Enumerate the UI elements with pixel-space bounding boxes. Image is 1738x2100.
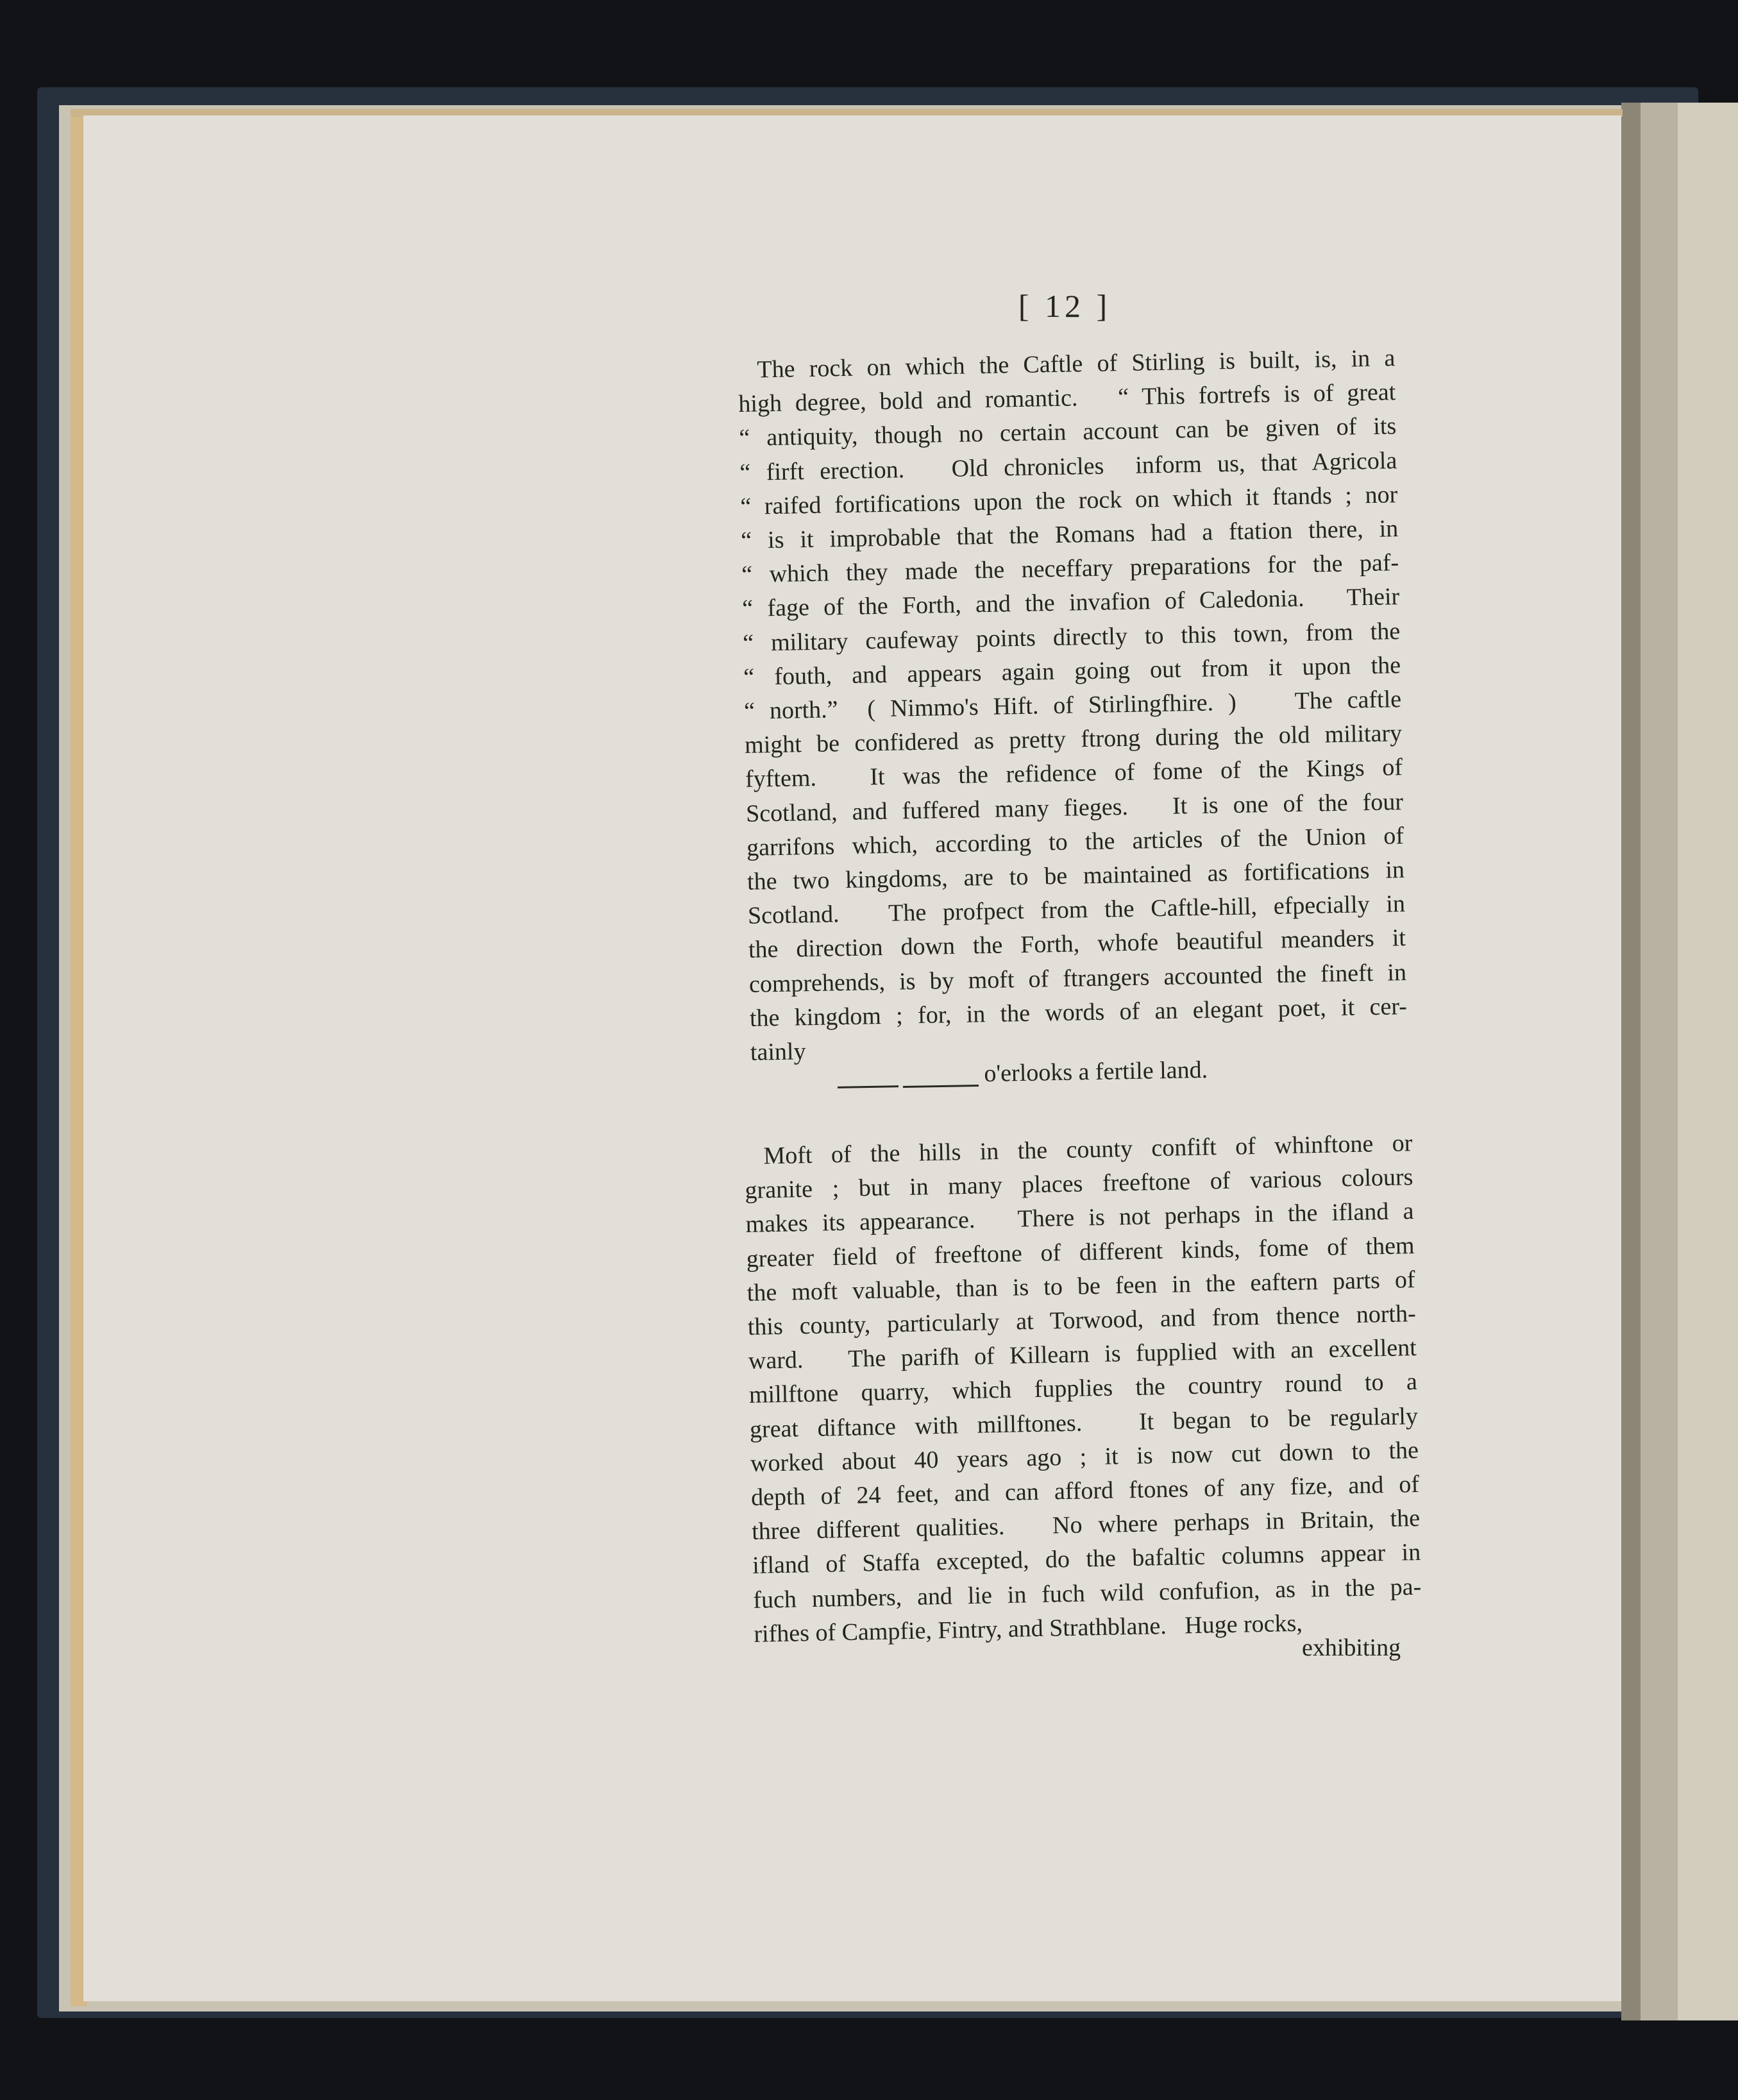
catchword: exhibiting	[1302, 1634, 1401, 1661]
text-line: worked about 40 years ago ; it is now cut down to the	[750, 1436, 1419, 1477]
text-line: comprehends, is by moft of ftrangers accounted the fineft in	[748, 958, 1407, 998]
text-line: the two kingdoms, are to be maintained as fortifications in	[747, 856, 1405, 895]
text-line: the moft valuable, than is to be feen in the eaftern parts of	[747, 1266, 1415, 1307]
text-line: ifland of Staffa excepted, do the bafaltic columns appear in	[752, 1539, 1421, 1580]
page-number: [ 12 ]	[1018, 288, 1111, 324]
text-line: granite ; but in many places freeftone of various colours	[745, 1164, 1413, 1205]
text-line: “ military caufeway points directly to this town, from the	[742, 617, 1401, 657]
text-line: garrifons which, according to the articles of the Union of	[746, 822, 1405, 861]
text-line: three different qualities. No where perhaps in Britain, the	[751, 1505, 1421, 1546]
text-line: makes its appearance. There is not perhaps in the ifland a	[745, 1198, 1414, 1239]
verse-quote: o'erlooks a fertile land.	[984, 1056, 1208, 1087]
text-line: fuch numbers, and lie in fuch wild confufion, as in the pa-	[752, 1573, 1422, 1614]
text-line: depth of 24 feet, and can afford ftones of any fize, and of	[750, 1470, 1420, 1511]
text-line: the kingdom ; for, in the words of an elegant poet, it cer-	[749, 992, 1408, 1032]
text-line: millftone quarry, which fupplies the country round to a	[748, 1368, 1418, 1409]
facing-page-shadow	[1639, 103, 1678, 2020]
text-line: Scotland, and fuffered many fieges. It is one of the four	[745, 788, 1404, 827]
text-line: greater field of freeftone of different kinds, fome of them	[746, 1232, 1415, 1273]
text-line: might be confidered as pretty ftrong during the old military	[744, 720, 1403, 759]
text-line: “ fage of the Forth, and the invafion of Caledonia. Their	[741, 583, 1400, 623]
text-line: “ fouth, and appears again going out from it upon the	[743, 651, 1401, 691]
text-line: this county, particularly at Torwood, and from thence north-	[747, 1300, 1417, 1341]
text-line: The rock on which the Caftle of Stirling is built, is, in a	[757, 344, 1396, 384]
text-line: fyftem. It was the refidence of fome of the Kings of	[745, 754, 1403, 793]
text-line: “ north.” ( Nimmo's Hift. of Stirlingfhire. ) The caftle	[743, 686, 1402, 725]
text-line: Moft of the hills in the county confift of whinftone or	[763, 1130, 1413, 1170]
text-line: tainly	[750, 1038, 806, 1066]
text-line: “ which they made the neceffary preparations for the paf-	[741, 549, 1399, 589]
text-line: the direction down the Forth, whofe beautiful meanders it	[748, 924, 1406, 964]
gutter	[1621, 103, 1641, 2020]
text-line: ward. The parifh of Killearn is fupplied with an excellent	[748, 1334, 1417, 1375]
text-line: “ antiquity, though no certain account can be given of its	[739, 412, 1397, 452]
text-line: rifhes of Campfie, Fintry, and Strathblane. Huge rocks,	[754, 1609, 1303, 1648]
text-line: high degree, bold and romantic. “ This fortrefs is of great	[738, 378, 1396, 418]
text-line: “ raifed fortifications upon the rock on which it ftands ; nor	[739, 480, 1398, 520]
text-line: “ is it improbable that the Romans had a ftation there, in	[740, 515, 1399, 554]
text-line: great diftance with millftones. It began to be regularly	[749, 1402, 1419, 1443]
text-line: “ firft erection. Old chronicles inform us, that Agricola	[739, 446, 1397, 486]
text-line: Scotland. The profpect from the Caftle-hill, efpecially in	[747, 890, 1406, 930]
